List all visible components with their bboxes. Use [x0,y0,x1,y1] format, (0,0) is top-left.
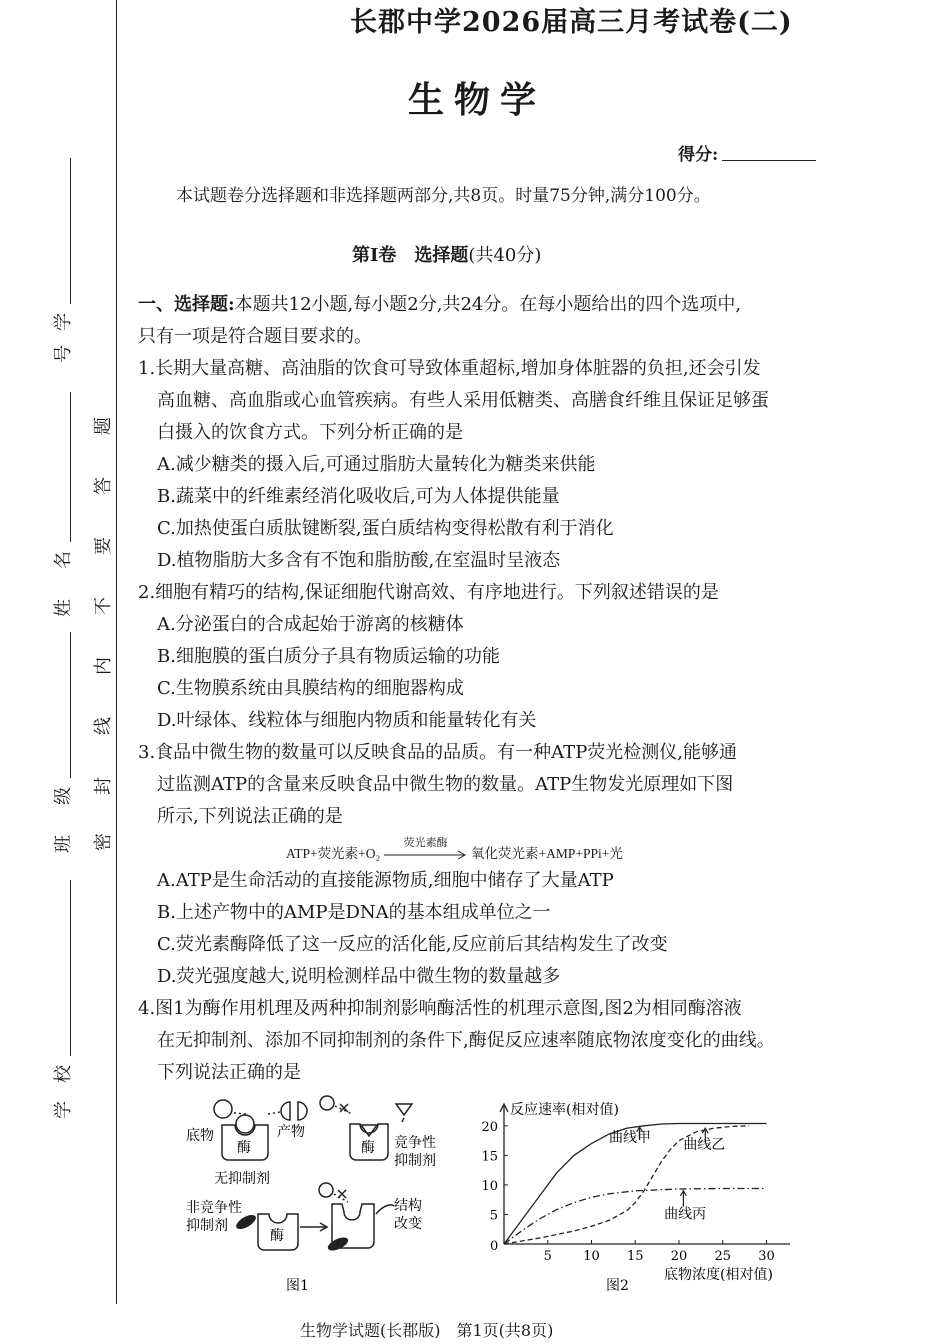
seal-notice-char: 不 [93,597,114,615]
seal-notice-char: 题 [93,417,114,435]
label-structure-2: 改变 [394,1216,422,1232]
part-one-line2: 只有一项是符合题目要求的。 [138,326,372,347]
pointer-line [376,1205,394,1214]
competitive-inhibitor-shape [396,1104,412,1115]
label-substrate: 底物 [186,1128,214,1144]
label-enzyme: 酶 [237,1140,251,1156]
x-tick-label: 20 [670,1249,688,1264]
option-a: A.ATP是生命活动的直接能源物质,细胞中储存了大量ATP [157,870,614,891]
x-tick-label: 30 [758,1249,775,1264]
figure-2-caption: 图2 [606,1278,629,1294]
figure-1-caption: 图1 [286,1278,309,1294]
x-tick-label: 25 [714,1249,732,1264]
student-id-field[interactable] [70,158,71,304]
class-label-char: 级 [53,787,74,805]
substrate-circle [319,1183,333,1197]
substrate-circle [214,1100,232,1118]
blocked-mark [338,1190,346,1198]
label-structure-1: 结构 [394,1198,422,1214]
exam-intro: 本试题卷分选择题和非选择题两部分,共8页。时量75分钟,满分100分。 [176,186,711,206]
question-stem-line: 高血糖、高血脂或心血管疾病。有些人采用低糖类、高膳食纤维且保证足够蛋 [157,390,769,411]
option-a: A.减少糖类的摄入后,可通过脂肪大量转化为糖类来供能 [157,454,596,475]
y-tick-label: 20 [481,1119,498,1135]
question-stem-line: 在无抑制剂、添加不同抑制剂的条件下,酶促反应速率随底物浓度变化的曲线。 [157,1030,775,1051]
bound-substrate-circle [236,1115,254,1133]
section-points: (共40分) [468,245,542,266]
subject-title: 生物学 [408,79,547,121]
student-id-label-char: 学 [53,313,74,331]
x-tick-label: 5 [543,1249,552,1264]
question-stem-line: 白摄入的饮食方式。下列分析正确的是 [157,422,463,443]
reaction-arrow [384,836,468,862]
seal-notice-char: 线 [93,717,114,735]
school-label-char: 学 [53,1101,74,1119]
chart-ylabel: 反应速率(相对值) [510,1102,619,1118]
question-stem-line: 所示,下列说法正确的是 [157,806,343,827]
y-tick-label: 15 [481,1149,498,1165]
option-a: A.分泌蛋白的合成起始于游离的核糖体 [157,614,464,635]
section-title [352,241,541,267]
reaction-reactants: ATP+荧光素+O₂ [286,846,381,861]
name-label-char: 姓 [53,599,74,617]
label-competitive-1: 竞争性 [394,1135,436,1151]
arrow-icon [384,850,468,860]
label-enzyme: 酶 [270,1228,284,1244]
question-stem-line: 2.细胞有精巧的结构,保证细胞代谢高效、有序地进行。下列叙述错误的是 [138,582,719,603]
school-title: 长郡中学2026届高三月考试卷(二) [350,7,793,38]
label-noncompetitive-2: 抑制剂 [186,1218,228,1234]
question-stem-line: 过监测ATP的含量来反映食品中微生物的数量。ATP生物发光原理如下图 [157,774,734,795]
substrate-circle [320,1096,334,1110]
series-label: 曲线甲 [609,1129,651,1146]
score-label: 得分: [678,145,719,165]
figure-1-enzyme-diagram [180,1094,460,1300]
figure-2-chart [470,1094,820,1300]
option-b: B.蔬菜中的纤维素经消化吸收后,可为人体提供能量 [157,486,560,507]
part-one-text: 本题共12小题,每小题2分,共24分。在每小题给出的四个选项中, [234,294,742,315]
seal-notice-char: 封 [93,777,114,795]
label-product: 产物 [277,1124,305,1140]
series-label: 曲线丙 [664,1206,707,1223]
bound-noncompetitive-inhibitor [326,1235,350,1253]
option-b: B.细胞膜的蛋白质分子具有物质运输的功能 [157,646,500,667]
series-line-3 [504,1189,767,1245]
option-d: D.植物脂肪大多含有不饱和脂肪酸,在室温时呈液态 [157,550,561,571]
chart-xlabel: 底物浓度(相对值) [664,1267,773,1283]
seal-notice-char: 密 [93,833,114,851]
option-b: B.上述产物中的AMP是DNA的基本组成单位之一 [157,902,551,923]
page-footer: 生物学试题(长郡版) 第1页(共8页) [300,1321,554,1340]
option-c: C.生物膜系统由具膜结构的细胞器构成 [157,678,464,699]
label-noncompetitive-1: 非竞争性 [186,1200,242,1216]
part-one-label: 一、选择题: [138,294,235,315]
origin-label: 0 [490,1239,499,1254]
product-half [298,1102,307,1120]
seal-notice-char: 要 [93,537,114,555]
reaction-equation [286,836,623,862]
option-d: D.荧光强度越大,说明检测样品中微生物的数量越多 [157,966,561,987]
seal-notice-char: 内 [93,657,114,675]
option-c: C.荧光素酶降低了这一反应的活化能,反应前后其结构发生了改变 [157,934,668,955]
x-tick-label: 15 [626,1249,644,1264]
label-no-inhibitor: 无抑制剂 [214,1171,270,1187]
product-half [281,1102,290,1120]
name-label-char: 名 [53,551,74,569]
name-field[interactable] [70,392,71,542]
student-id-label-char: 号 [53,345,74,363]
option-c: C.加热使蛋白质肽键断裂,蛋白质结构变得松散有利于消化 [157,518,614,539]
question-stem-line: 3.食品中微生物的数量可以反映食品的品质。有一种ATP荧光检测仪,能够通 [138,742,738,763]
y-tick-label: 5 [489,1208,498,1224]
question-stem-line: 1.长期大量高糖、高油脂的饮食可导致体重超标,增加身体脏器的负担,还会引发 [138,358,761,379]
section-title-text: 第Ⅰ卷 选择题 [352,245,469,266]
class-label-char: 班 [53,835,74,853]
series-label: 曲线乙 [683,1136,726,1153]
part-one-line [138,289,741,321]
class-field[interactable] [70,632,71,778]
y-tick-label: 10 [481,1178,498,1194]
school-field[interactable] [70,880,71,1056]
school-label-char: 校 [53,1065,74,1083]
question-stem-line: 下列说法正确的是 [157,1062,301,1083]
seal-notice-char: 答 [93,477,114,495]
reaction-enzyme: 荧光素酶 [403,836,448,849]
question-stem-line: 4.图1为酶作用机理及两种抑制剂影响酶活性的机理示意图,图2为相同酶溶液 [138,998,742,1019]
label-competitive-2: 抑制剂 [394,1153,436,1169]
option-d: D.叶绿体、线粒体与细胞内物质和能量转化有关 [157,710,537,731]
x-tick-label: 10 [583,1249,600,1264]
label-enzyme: 酶 [361,1140,375,1156]
binding-margin-line [116,0,117,1304]
reaction-products: 氧化荧光素+AMP+PPi+光 [470,846,623,861]
score-field[interactable] [722,160,816,161]
